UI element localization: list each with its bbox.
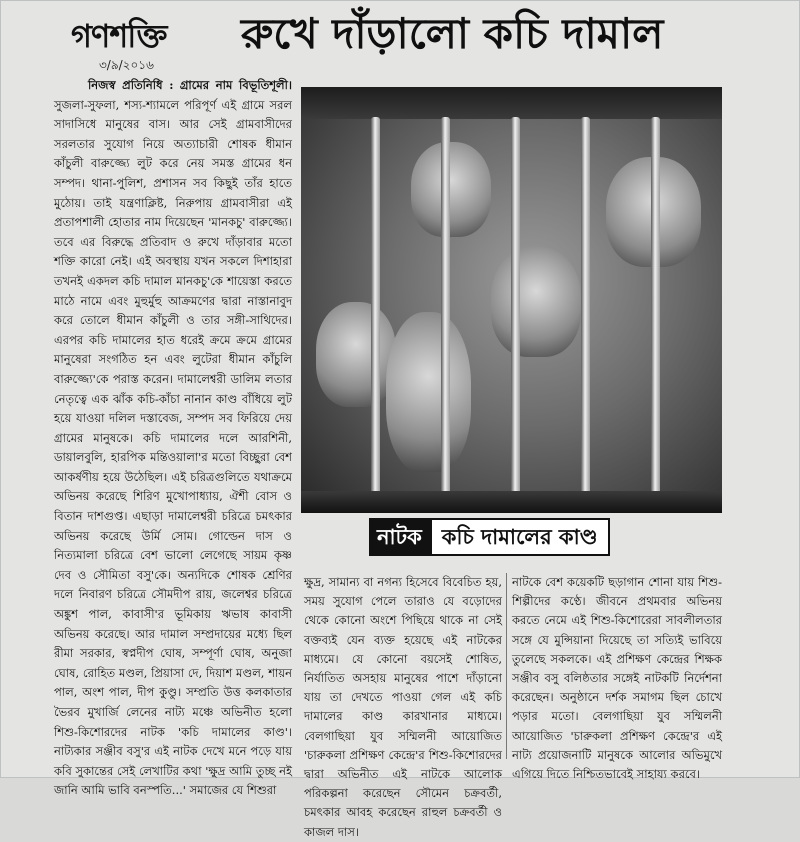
issue-date: ৩/৯/২০১৬ xyxy=(99,58,154,72)
article-column-right: নাটকে বেশ কয়েকটি ছড়াগান শোনা যায় শিশু-শিল্পীদের কণ্ঠে। জীবনে প্রথমবার অভিনয় করতে নেমে এই শিশু-কিশোরেরা সাবলীলতার সঙ্গে যে মুন্সিয়ানা দিয়েছে তা সত্যিই ভাবিয়ে তুলেছে সকলকে। এই প্রশিক্ষণ কেন্দ্রের শিক্ষক সঞ্জীব বসু বলিষ্ঠতার সঙ্গেই নাটকটি নির্দেশনা করেছেন। অনুষ্ঠানে দর্শক সমাগম ছিল চোখে পড়ার মতো। বেলগাছিয়া যুব সম্মিলনী আয়োজিত 'চারুকলা প্রশিক্ষণ কেন্দ্রে'র এই নাট্য প্রয়োজনাটি মানুষকে আলোর অভিমুখে এগিয়ে দিতে নিশ্চিতভাবেই সাহায্য করবে। xyxy=(512,575,722,782)
photo-bar xyxy=(511,117,520,502)
photo-child-3 xyxy=(491,247,581,357)
byline: নিজস্ব প্রতিনিধি : xyxy=(88,78,174,92)
photo-child-5 xyxy=(386,312,471,472)
article-headline: রুখে দাঁড়ালো কচি দামাল xyxy=(241,9,664,58)
photo-bar xyxy=(441,117,450,502)
masthead-logo: গণশক্তি xyxy=(71,17,167,55)
article-lead: গ্রামের নাম বিভূতিশূলী। xyxy=(179,78,293,92)
photo-bar xyxy=(651,117,660,502)
section-kicker xyxy=(369,518,610,556)
kicker-title: কচি দামালের কাণ্ড xyxy=(430,518,610,556)
photo-frame-bottom xyxy=(301,491,722,513)
column-divider xyxy=(506,573,507,759)
article-body-left: সুজলা-সুফলা, শস্য-শ্যামলে পরিপূর্ণ এই গ্রামে সরল সাদাসিধে মানুষের বাস। আর সেই গ্রামবাসীদের সরলতার সুযোগ নিয়ে অত্যাচারী শোষক ধীমান কাঁচুলী বারুজ্জ্যে লুট করে নেয় সমস্ত গ্রামের ধন সম্পদ। থানা-পুলিশ, প্রশাসন সব কিছুই তাঁর হাতে মুঠোয়। তাই যন্ত্রণাক্লিষ্ট, নিরুপায় গ্রামবাসীরা এই প্রতাপশালী হোতার নাম দিয়েছেন 'মানকচু' বারুজ্জ্যে। তবে এর বিরুদ্ধে প্রতিবাদ ও রুখে দাঁড়াবার মতো শক্তি কারো নেই। এই অবস্থায় যখন সকলে দিশাহারা তখনই একদল কচি দামাল মানকচু'কে শায়েস্তা করতে মাঠে নামে এবং মুহুর্মুহু আক্রমণের দ্বারা নাস্তানাবুদ করে তোলে ধীমান কাঁচুলী ও তার সঙ্গী-সাথিদের। এরপর কচি দামালের হাত ধরেই ক্রমে ক্রমে গ্রামের মানুষেরা সংগঠিত হন এবং লুটেরা ধীমান কাঁচুলি বারুজ্জ্যে'কে পরাস্ত করেন। দামালেশ্বরী ডালিম লতার নেতৃত্বে এক ঝাঁক কচি-কাঁচা নানান কাণ্ড বাঁধিয়ে লুট হয়ে যাওয়া দলিল দস্তাবেজ, সম্পদ সব ফিরিয়ে দেয় গ্রামের মানুষকে। কচি দামালের দলে আরশিনী, ডায়ালবুলি, হারপিক মন্তিওয়ালা'র মতো বিচ্ছুরা বেশ আকর্ষণীয় হয়ে উঠেছিল। এই চরিত্রগুলিতে যথাক্রমে অভিনয় করেছে শিরিণ মুখোপাধ্যায়, ঐশী বোস ও বিতান দাশগুপ্ত। এছাড়া দামালেশ্বরী চরিত্রে চমৎকার অভিনয় করেছে উর্মি সোম। গোল্ডেন দাস ও নিত্যমালা চরিত্রে বেশ ভালো লেগেছে সায়ম কৃষ্ণ দেব ও সৌমিতা বসু'কে। অন্যদিকে শোষক শ্রেণির দলে নিবারণ চরিত্রে সৌমদীপ রায়, জলেশ্বর চরিত্রে অঙ্কুশ পাল, কাবাসী'র ভূমিকায় ঋভাষ কাবাসী অভিনয় করেছে। আর দামাল সম্প্রদায়ের মধ্যে ছিল রীমা সরকার, স্বপ্নদীপ ঘোষ, সম্পূর্ণা ঘোষ, অনুজা ঘোষ, রোহিত মণ্ডল, প্রিয়াসা দে, দিয়াশ মণ্ডল, শায়ন পাল, অংশ পাল, দীপ কুণ্ডু। সম্প্রতি উত্ত কলকাতার ভৈরব মুখার্জি লেনের নাট্য মঞ্চে অভিনীত হলো শিশু-কিশোরদের নাটক 'কচি দামালের কাণ্ড'। নাট্যকার সঞ্জীব বসু'র এই নাটক দেখে মনে পড়ে যায় কবি সুকান্তের সেই লেখাটির কথা 'ক্ষুদ্র আমি তুচ্ছ নই জানি আমি ভাবি বনস্পতি...' সমাজের যে শিশুরা xyxy=(54,97,292,798)
article-column-left xyxy=(54,76,293,798)
photo-frame-top xyxy=(301,87,722,119)
photo-bar xyxy=(371,117,380,502)
photo-bar xyxy=(581,117,590,502)
photo-child-4 xyxy=(316,302,396,407)
kicker-tag: নাটক xyxy=(369,518,430,556)
photo-child-1 xyxy=(411,142,491,237)
article-photo xyxy=(301,87,722,513)
article-column-middle: ক্ষুদ্র, সামান্য বা নগন্য হিসেবে বিবেচিত হয়, সময় সুযোগ পেলে তারাও যে বড়োদের থেকে কোনো অংশে পিছিয়ে থাকে না সেই বক্তব্যই যেন ব্যক্ত হয়েছে এই নাটকের মাধ্যমে। যে কোনো বয়সেই শোষিত, নির্যাতিত অসহায় মানুষের পাশে দাঁড়ানো যায় তা দেখতে পাওয়া গেল এই কচি দামালের কাণ্ড কারখানার মাধ্যমে। বেলগাছিয়া যুব সম্মিলনী আয়োজিত 'চারুকলা প্রশিক্ষণ কেন্দ্রে'র শিশু-কিশোরদের দ্বারা অভিনীত এই নাটকে আলোক পরিকল্পনা করেছেন সৌমেন চক্রবর্তী, চমৎকার আবহ করেছেন রাহুল চক্রবর্তী ও কাজল দাস। xyxy=(304,575,502,839)
